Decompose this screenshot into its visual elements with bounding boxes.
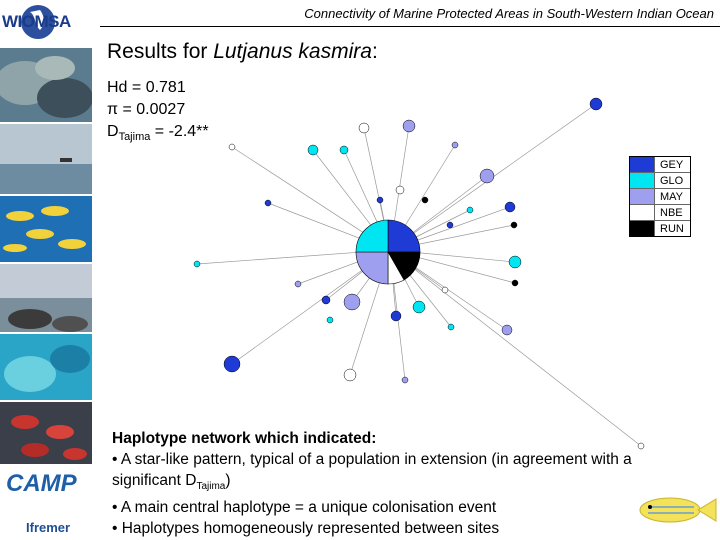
tajima-d-value: = -2.4** bbox=[150, 123, 209, 140]
legend-label-gey: GEY bbox=[660, 158, 684, 171]
logo-text: WIOMSA bbox=[2, 12, 71, 31]
legend-row-glo bbox=[630, 173, 690, 189]
haplotype-node bbox=[377, 197, 383, 203]
haplotype-node bbox=[265, 200, 271, 206]
caption-bullet-1-end: ) bbox=[225, 472, 231, 489]
legend-row-nbe bbox=[630, 205, 690, 221]
species-name: Lutjanus kasmira bbox=[213, 40, 372, 63]
haplotype-node bbox=[391, 311, 401, 321]
legend-swatch-run bbox=[630, 221, 655, 236]
haplotype-node bbox=[511, 222, 517, 228]
caption-bullet-2: • A main central haplotype = a unique colonisation event bbox=[112, 499, 497, 517]
legend-swatch-gey bbox=[630, 157, 655, 172]
haplotype-node bbox=[467, 207, 473, 213]
camp-logo: CAMP bbox=[6, 470, 77, 497]
haplotype-node bbox=[340, 146, 348, 154]
tajima-d-symbol: D bbox=[107, 123, 119, 140]
haplotype-node bbox=[295, 281, 301, 287]
legend-row-run bbox=[630, 221, 690, 236]
haplotype-node bbox=[402, 377, 408, 383]
network-caption bbox=[112, 428, 672, 539]
legend-swatch-nbe bbox=[630, 205, 655, 220]
haplotype-node bbox=[359, 123, 369, 133]
ifremer-logo: Ifremer bbox=[26, 520, 71, 535]
haplotype-node bbox=[448, 324, 454, 330]
haplotype-node bbox=[502, 325, 512, 335]
haplotype-node bbox=[403, 120, 415, 132]
haplotype-node bbox=[422, 197, 428, 203]
caption-bullet-1-subscript: Tajima bbox=[196, 481, 226, 493]
network-edges bbox=[197, 104, 641, 446]
haplotype-node bbox=[396, 186, 404, 194]
haplotype-node bbox=[344, 369, 356, 381]
legend-row-gey bbox=[630, 157, 690, 173]
tajima-d-subscript: Tajima bbox=[118, 131, 151, 144]
central-haplotype-pie bbox=[356, 220, 420, 284]
legend-label-glo: GLO bbox=[660, 174, 684, 187]
header-title: Connectivity of Marine Protected Areas in South-Western Indian Ocean bbox=[304, 6, 714, 21]
haplotype-node bbox=[442, 287, 448, 293]
haplotype-diversity: Hd = 0.781 bbox=[107, 79, 186, 96]
caption-heading: Haplotype network which indicated: bbox=[112, 430, 377, 447]
haplotype-node bbox=[590, 98, 602, 110]
haplotype-node bbox=[512, 280, 518, 286]
haplotype-node bbox=[452, 142, 458, 148]
haplotype-node bbox=[224, 356, 240, 372]
haplotype-node bbox=[413, 301, 425, 313]
central-pie-may bbox=[356, 252, 388, 284]
legend-row-may bbox=[630, 189, 690, 205]
haplotype-node bbox=[327, 317, 333, 323]
caption-bullet-3: • Haplotypes homogeneously represented between sites bbox=[112, 520, 500, 538]
haplotype-node bbox=[308, 145, 318, 155]
nucleotide-diversity: π = 0.0027 bbox=[107, 101, 186, 118]
haplotype-node bbox=[322, 296, 330, 304]
title-suffix: : bbox=[371, 40, 378, 63]
haplotype-node bbox=[194, 261, 200, 267]
caption-bullet-1 bbox=[112, 449, 672, 497]
haplotype-node bbox=[229, 144, 235, 150]
yellow-fish-illustration bbox=[630, 485, 718, 535]
legend-label-may: MAY bbox=[660, 190, 684, 203]
site-legend bbox=[629, 156, 691, 237]
haplotype-node bbox=[447, 222, 453, 228]
haplotype-node bbox=[480, 169, 494, 183]
central-pie-glo bbox=[356, 220, 388, 252]
legend-swatch-may bbox=[630, 189, 655, 204]
legend-label-run: RUN bbox=[660, 222, 684, 235]
title-prefix: Results for bbox=[107, 40, 214, 63]
legend-swatch-glo bbox=[630, 173, 655, 188]
caption-bullet-1-text: • A star-like pattern, typical of a population in extension (in agreement with a significant D bbox=[112, 451, 632, 489]
haplotype-node bbox=[509, 256, 521, 268]
central-pie-gey bbox=[388, 220, 420, 252]
haplotype-node bbox=[505, 202, 515, 212]
legend-label-nbe: NBE bbox=[660, 206, 683, 219]
haplotype-node bbox=[344, 294, 360, 310]
peripheral-haplotypes bbox=[194, 98, 644, 449]
